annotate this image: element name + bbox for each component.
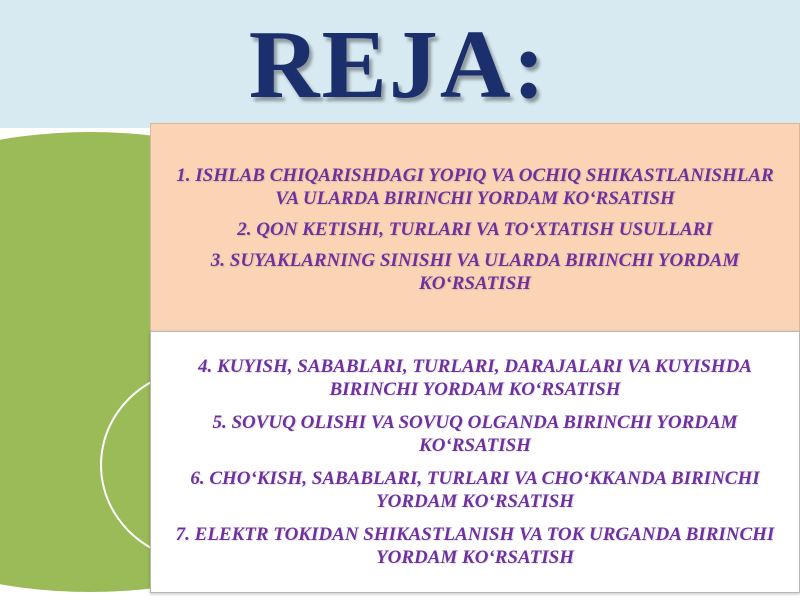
plan-box-top xyxy=(150,123,800,333)
plan-item-1: 1. ISHLAB CHIQARISHDAGI YOPIQ VA OCHIQ SHIKASTLANISHLAR VA ULARDA BIRINCHI YORDAM KO‘RSATISH xyxy=(176,164,774,209)
slide-title-text: REJA: xyxy=(248,11,548,119)
slide-title xyxy=(0,10,800,120)
plan-item-7: 7. ELEKTR TOKIDAN SHIKASTLANISH VA TOK URGANDA BIRINCHI YORDAM KO‘RSATISH xyxy=(175,524,775,568)
plan-item-2: 2. QON KETISHI, TURLARI VA TO‘XTATISH USULLARI xyxy=(237,218,713,240)
plan-item-5: 5. SOVUQ OLISHI VA SOVUQ OLGANDA BIRINCHI YORDAM KO‘RSATISH xyxy=(212,412,738,456)
plan-box-bottom xyxy=(150,331,800,593)
plan-item-4: 4. KUYISH, SABABLARI, TURLARI, DARAJALARI VA KUYISHDA BIRINCHI YORDAM KO‘RSATISH xyxy=(198,356,752,400)
plan-item-6: 6. CHO‘KISH, SABABLARI, TURLARI VA CHO‘KKANDA BIRINCHI YORDAM KO‘RSATISH xyxy=(190,468,760,512)
plan-item-3: 3. SUYAKLARNING SINISHI VA ULARDA BIRINCHI YORDAM KO‘RSATISH xyxy=(210,249,740,294)
